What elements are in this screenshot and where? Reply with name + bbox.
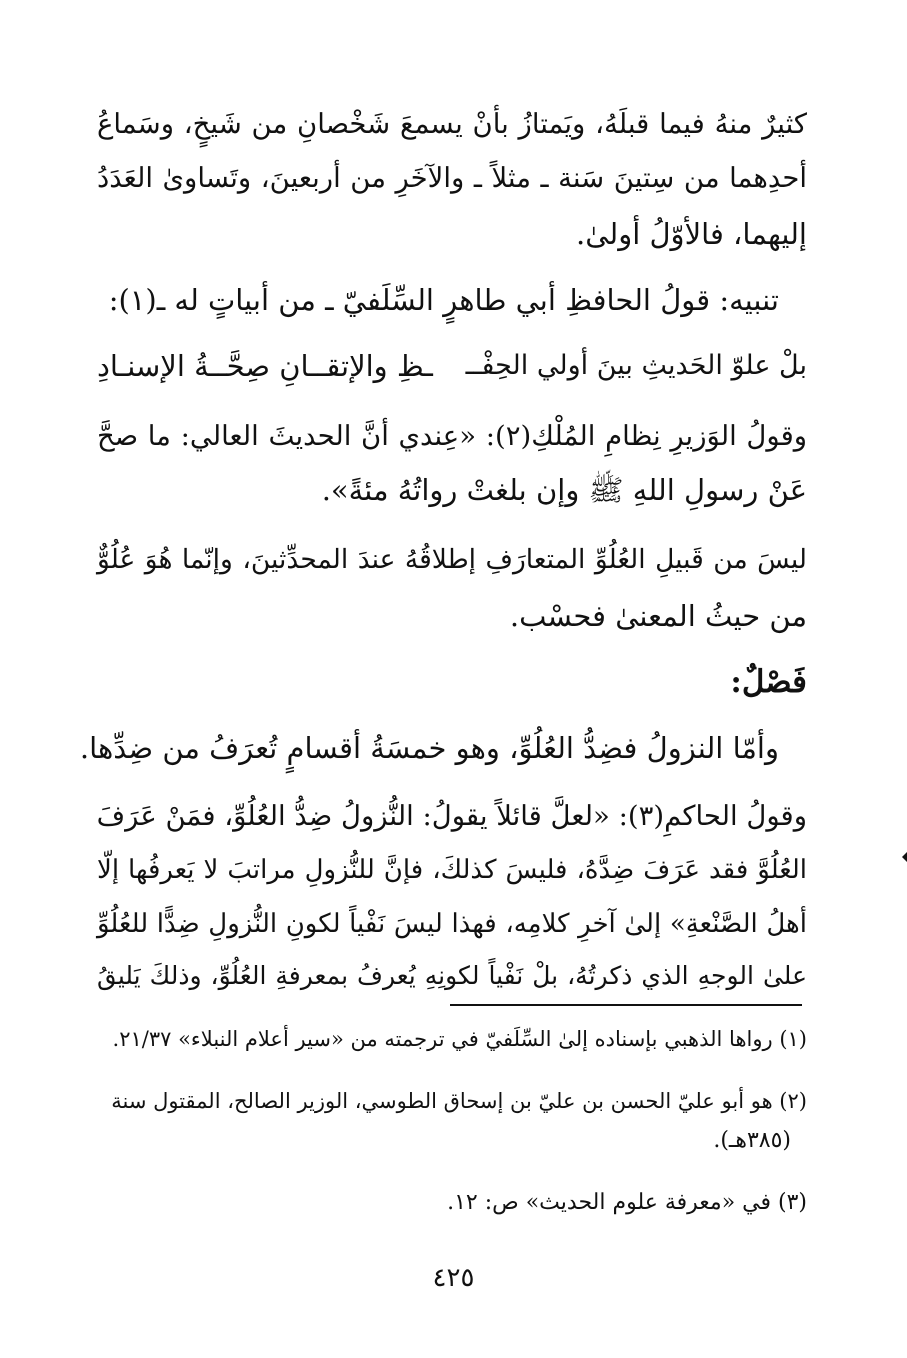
margin-mark bbox=[902, 852, 907, 862]
body-line: وقولُ الوَزيرِ نِظامِ المُلْكِ(٢): «عِندي أنَّ الحديثَ العالي: ما صحَّ bbox=[97, 420, 808, 452]
section-heading: فَصْلٌ: bbox=[730, 664, 807, 700]
body-line: العُلُوَّ فقد عَرَفَ ضِدَّهُ، فليسَ كذلكَ، فإنَّ للنُّزولِ مراتبَ لا يَعرفُها إلّا bbox=[97, 855, 807, 885]
page-number: ٤٢٥ bbox=[432, 1263, 475, 1293]
verse-second-hemistich: ـظِ والإتقــانِ صِحَّــةُ الإسنـادِ bbox=[97, 349, 433, 383]
verse-first-hemistich: بلْ علوّ الحَديثِ بينَ أولي الحِفْــ bbox=[465, 350, 807, 381]
body-line: أهلُ الصَّنْعةِ» إلىٰ آخرِ كلامِه، فهذا ليسَ نَفْياً لكونِ النُّزولِ ضِدًّا للعُلُوِّ bbox=[97, 909, 807, 939]
body-line: إليهما، فالأوّلُ أولىٰ. bbox=[575, 217, 807, 251]
footnote: (١) رواها الذهبي بإسناده إلىٰ السِّلَفيّ في ترجمته من «سير أعلام النبلاء» ٢١/٣٧. bbox=[112, 1027, 807, 1051]
body-line: عَنْ رسولِ اللهِ ﷺ وإن بلغتْ رواتُهُ مئةً». bbox=[321, 473, 807, 507]
body-line: علىٰ الوجهِ الذي ذكرتُهُ، بلْ نَفْياً لكونِهِ يُعرفُ بمعرفةِ العُلُوِّ، وذلكَ يَليقُ bbox=[97, 961, 807, 990]
body-line: أحدِهما من سِتينَ سَنة ـ مثلاً ـ والآخَرِ من أربعينَ، وتَساوىٰ العَدَدُ bbox=[97, 162, 807, 194]
body-line: وقولُ الحاكمِ(٣): «لعلَّ قائلاً يقولُ: النُّزولُ ضِدُّ العُلُوِّ، فمَنْ عَرَفَ bbox=[96, 800, 807, 832]
body-line: كثيرٌ منهُ فيما قبلَهُ، ويَمتازُ بأنْ يسمعَ شَخْصانِ من شَيخٍ، وسَماعُ bbox=[97, 108, 807, 140]
body-line: من حيثُ المعنىٰ فحسْب. bbox=[509, 599, 807, 633]
footnote-separator bbox=[450, 1004, 802, 1006]
footnote: (٣) في «معرفة علوم الحديث» ص: ١٢. bbox=[447, 1190, 807, 1215]
footnote: (٢) هو أبو عليّ الحسن بن عليّ بن إسحاق الطوسي، الوزير الصالح، المقتول سنة bbox=[111, 1089, 807, 1113]
poetry-verse bbox=[97, 346, 807, 386]
tanbih-line: تنبيه: قولُ الحافظِ أبي طاهرٍ السِّلَفيّ ـ من أبياتٍ له ـ(١): bbox=[108, 283, 779, 317]
body-line: ليسَ من قَبيلِ العُلُوِّ المتعارَفِ إطلاقُهُ عندَ المحدِّثينَ، وإنّما هُوَ عُلُوٌّ bbox=[97, 544, 807, 575]
body-line: وأمّا النزولُ فضِدُّ العُلُوِّ، وهو خمسَةُ أقسامٍ تُعرَفُ من ضِدِّها. bbox=[79, 731, 779, 765]
footnote-continuation: (٣٨٥هـ). bbox=[713, 1128, 791, 1153]
